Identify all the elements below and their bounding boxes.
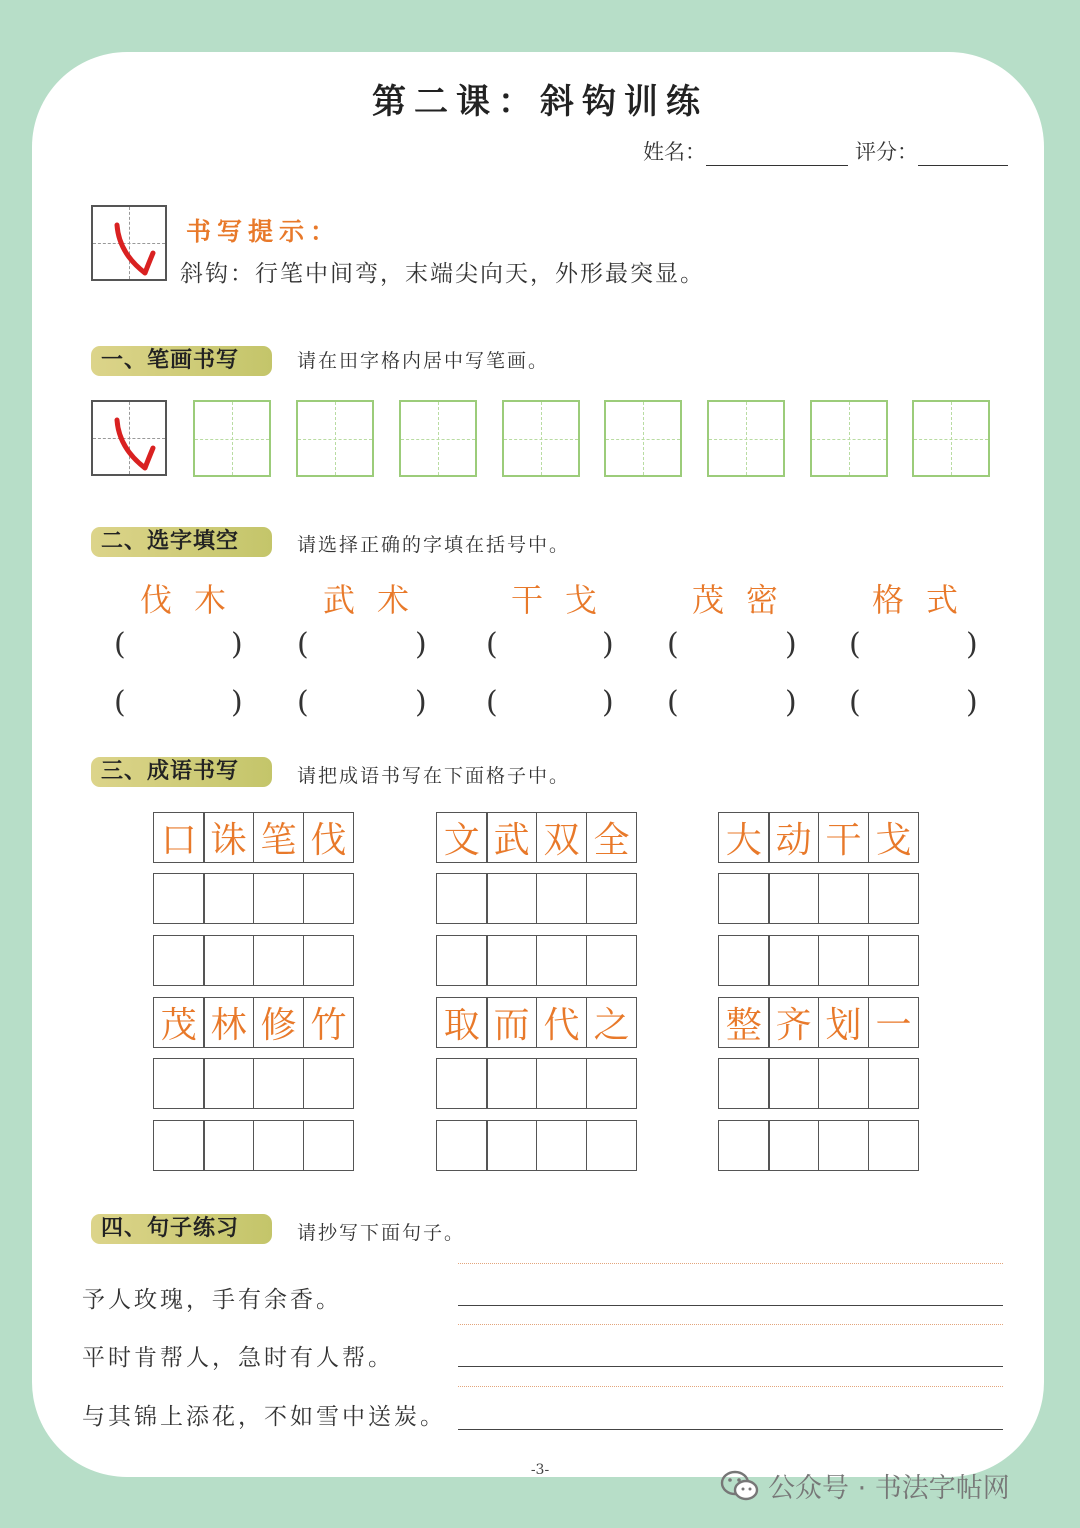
xiegou-stroke-icon xyxy=(93,207,169,283)
open-paren: ( xyxy=(667,685,679,720)
idiom-char: 整 xyxy=(718,997,770,1048)
open-paren: ( xyxy=(849,627,861,662)
score-underline[interactable] xyxy=(918,143,1008,166)
idiom-char: 茂 xyxy=(153,997,205,1048)
close-paren: ) xyxy=(966,685,978,720)
choice-pair: 格式 xyxy=(872,581,981,619)
close-paren: ) xyxy=(785,685,797,720)
section-1-label: 一、笔画书写 xyxy=(91,346,272,376)
section-3-instruction: 请把成语书写在下面格子中。 xyxy=(297,765,571,787)
close-paren: ) xyxy=(602,685,614,720)
practice-cell[interactable] xyxy=(707,400,785,477)
idiom-char: 修 xyxy=(253,997,305,1048)
idiom-char: 双 xyxy=(536,812,588,863)
practice-cell[interactable] xyxy=(502,400,580,477)
open-paren: ( xyxy=(297,685,309,720)
open-paren: ( xyxy=(297,627,309,662)
close-paren: ) xyxy=(785,627,797,662)
section-1-instruction: 请在田字格内居中写笔画。 xyxy=(297,350,550,372)
score-field[interactable] xyxy=(855,136,1008,166)
open-paren: ( xyxy=(114,685,126,720)
page-title: 第二课：斜钩训练 xyxy=(372,82,708,122)
idiom-practice-row[interactable] xyxy=(718,873,919,924)
choice-pair: 武术 xyxy=(323,581,432,619)
wechat-icon xyxy=(720,1469,760,1503)
idiom-char: 诛 xyxy=(203,812,255,863)
idiom-row xyxy=(153,812,354,863)
idiom-row xyxy=(718,997,919,1048)
choice-pair: 伐木 xyxy=(140,581,249,619)
sentence-text: 平时肯帮人，急时有人帮。 xyxy=(82,1345,394,1371)
name-label: 姓名： xyxy=(643,140,706,164)
writing-line[interactable] xyxy=(458,1305,1003,1306)
writing-line[interactable] xyxy=(458,1429,1003,1430)
xiegou-stroke-icon xyxy=(93,402,169,478)
idiom-char: 干 xyxy=(818,812,870,863)
practice-cell[interactable] xyxy=(810,400,888,477)
sentence-text: 予人玫瑰，手有余香。 xyxy=(82,1287,342,1313)
name-field[interactable] xyxy=(643,136,848,166)
open-paren: ( xyxy=(849,685,861,720)
tip-title: 书写提示： xyxy=(186,217,342,246)
writing-line[interactable] xyxy=(458,1366,1003,1367)
practice-cell[interactable] xyxy=(912,400,990,477)
section-4-label: 四、句子练习 xyxy=(91,1214,272,1244)
practice-cell[interactable] xyxy=(399,400,477,477)
section-2-instruction: 请选择正确的字填在括号中。 xyxy=(297,534,571,556)
tip-demo-cell xyxy=(91,205,167,281)
guide-line-dotted xyxy=(458,1324,1003,1325)
close-paren: ) xyxy=(415,627,427,662)
open-paren: ( xyxy=(486,627,498,662)
idiom-practice-row[interactable] xyxy=(153,1120,354,1171)
idiom-char: 戈 xyxy=(868,812,920,863)
idiom-char: 笔 xyxy=(253,812,305,863)
close-paren: ) xyxy=(231,627,243,662)
open-paren: ( xyxy=(486,685,498,720)
idiom-practice-row[interactable] xyxy=(153,1058,354,1109)
watermark xyxy=(720,1466,1010,1505)
section-2-label: 二、选字填空 xyxy=(91,527,272,557)
idiom-row xyxy=(436,997,637,1048)
stroke-demo-cell xyxy=(91,400,167,476)
idiom-char: 林 xyxy=(203,997,255,1048)
idiom-char: 划 xyxy=(818,997,870,1048)
score-label: 评分： xyxy=(855,140,918,164)
idiom-char: 之 xyxy=(586,997,638,1048)
idiom-practice-row[interactable] xyxy=(436,935,637,986)
idiom-practice-row[interactable] xyxy=(436,1120,637,1171)
idiom-row xyxy=(436,812,637,863)
idiom-char: 而 xyxy=(486,997,538,1048)
section-4-instruction: 请抄写下面句子。 xyxy=(297,1222,466,1244)
idiom-practice-row[interactable] xyxy=(153,873,354,924)
close-paren: ) xyxy=(966,627,978,662)
close-paren: ) xyxy=(602,627,614,662)
idiom-char: 取 xyxy=(436,997,488,1048)
watermark-text: 公众号 · 书法字帖网 xyxy=(768,1473,1010,1504)
idiom-char: 齐 xyxy=(768,997,820,1048)
name-underline[interactable] xyxy=(706,143,848,166)
open-paren: ( xyxy=(667,627,679,662)
practice-cell[interactable] xyxy=(296,400,374,477)
close-paren: ) xyxy=(415,685,427,720)
idiom-row xyxy=(718,812,919,863)
idiom-char: 代 xyxy=(536,997,588,1048)
idiom-practice-row[interactable] xyxy=(436,873,637,924)
idiom-char: 全 xyxy=(586,812,638,863)
close-paren: ) xyxy=(231,685,243,720)
idiom-practice-row[interactable] xyxy=(718,1120,919,1171)
idiom-char: 武 xyxy=(486,812,538,863)
practice-cell[interactable] xyxy=(604,400,682,477)
idiom-row xyxy=(153,997,354,1048)
idiom-char: 竹 xyxy=(303,997,355,1048)
idiom-char: 大 xyxy=(718,812,770,863)
guide-line-dotted xyxy=(458,1263,1003,1264)
tip-text: 斜钩：行笔中间弯，末端尖向天，外形最突显。 xyxy=(180,261,705,287)
practice-cell[interactable] xyxy=(193,400,271,477)
idiom-char: 动 xyxy=(768,812,820,863)
guide-line-dotted xyxy=(458,1386,1003,1387)
idiom-char: 一 xyxy=(868,997,920,1048)
idiom-char: 口 xyxy=(153,812,205,863)
idiom-practice-row[interactable] xyxy=(153,935,354,986)
open-paren: ( xyxy=(114,627,126,662)
idiom-practice-row[interactable] xyxy=(436,1058,637,1109)
page-number: -3- xyxy=(530,1462,550,1478)
idiom-practice-row[interactable] xyxy=(718,1058,919,1109)
idiom-char: 伐 xyxy=(303,812,355,863)
idiom-practice-row[interactable] xyxy=(718,935,919,986)
choice-pair: 茂密 xyxy=(692,581,801,619)
section-3-label: 三、成语书写 xyxy=(91,757,272,787)
idiom-char: 文 xyxy=(436,812,488,863)
sentence-text: 与其锦上添花，不如雪中送炭。 xyxy=(82,1404,446,1430)
choice-pair: 干戈 xyxy=(511,581,620,619)
